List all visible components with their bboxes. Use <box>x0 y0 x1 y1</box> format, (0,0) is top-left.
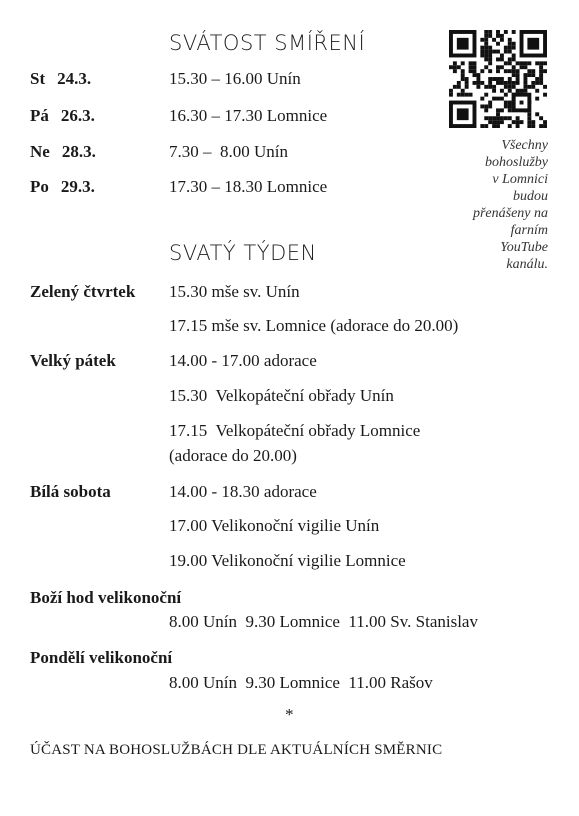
day-label-saturday: Bílá sobota <box>30 482 111 501</box>
confession-time: 15.30 – 16.00 Unín <box>169 69 301 88</box>
note-line: v Lomnici <box>492 172 548 187</box>
confession-day <box>30 69 91 89</box>
qr-code-graphic <box>449 30 547 128</box>
day-name: St <box>30 69 46 88</box>
schedule-line: 17.00 Velikonoční vigilie Unín <box>169 516 380 535</box>
note-line: YouTube <box>500 240 548 255</box>
day-label-thursday: Zelený čtvrtek <box>30 282 136 301</box>
schedule-line: 19.00 Velikonoční vigilie Lomnice <box>169 551 406 570</box>
note-line: kanálu. <box>506 257 548 272</box>
schedule-line: 14.00 - 18.30 adorace <box>169 482 317 501</box>
day-name: Ne <box>30 142 50 161</box>
confession-time: 7.30 – 8.00 Unín <box>169 142 288 161</box>
note-line: Všechny <box>501 138 548 153</box>
schedule-line: 15.30 Velkopáteční obřady Unín <box>169 386 394 405</box>
confession-time: 16.30 – 17.30 Lomnice <box>169 106 328 125</box>
schedule-line: 15.30 mše sv. Unín <box>169 282 300 301</box>
note-line: přenášeny na <box>472 206 548 221</box>
day-date: 24.3. <box>57 69 92 88</box>
section-title-confession: SVÁTOST SMÍŘENÍ <box>169 31 366 55</box>
qr-code <box>449 30 547 133</box>
note-line: budou <box>513 189 548 204</box>
day-date: 29.3. <box>60 177 95 196</box>
footer-notice: ÚČAST NA BOHOSLUŽBÁCH DLE AKTUÁLNÍCH SMĚRNIC <box>30 742 443 758</box>
day-label-friday: Velký pátek <box>30 351 116 370</box>
day-label-easter-sunday: Boží hod velikonoční <box>30 588 182 607</box>
note-line: farním <box>510 223 548 238</box>
schedule-line: (adorace do 20.00) <box>169 446 297 465</box>
confession-day <box>30 106 95 126</box>
day-date: 26.3. <box>60 106 95 125</box>
day-name: Pá <box>30 106 49 125</box>
youtube-note <box>438 137 548 273</box>
schedule-line: 17.15 mše sv. Lomnice (adorace do 20.00) <box>169 316 459 335</box>
confession-day <box>30 177 95 197</box>
separator-asterisk: * <box>285 705 294 724</box>
schedule-line: 8.00 Unín 9.30 Lomnice 11.00 Sv. Stanislav <box>169 612 478 631</box>
schedule-line: 14.00 - 17.00 adorace <box>169 351 317 370</box>
confession-time: 17.30 – 18.30 Lomnice <box>169 177 328 196</box>
confession-day <box>30 142 96 162</box>
note-line: bohoslužby <box>485 155 548 170</box>
section-title-holy-week: SVATÝ TÝDEN <box>169 241 317 265</box>
day-date: 28.3. <box>61 142 96 161</box>
schedule-line: 17.15 Velkopáteční obřady Lomnice <box>169 421 421 440</box>
day-name: Po <box>30 177 49 196</box>
schedule-line: 8.00 Unín 9.30 Lomnice 11.00 Rašov <box>169 673 433 692</box>
day-label-easter-monday: Pondělí velikonoční <box>30 648 173 667</box>
